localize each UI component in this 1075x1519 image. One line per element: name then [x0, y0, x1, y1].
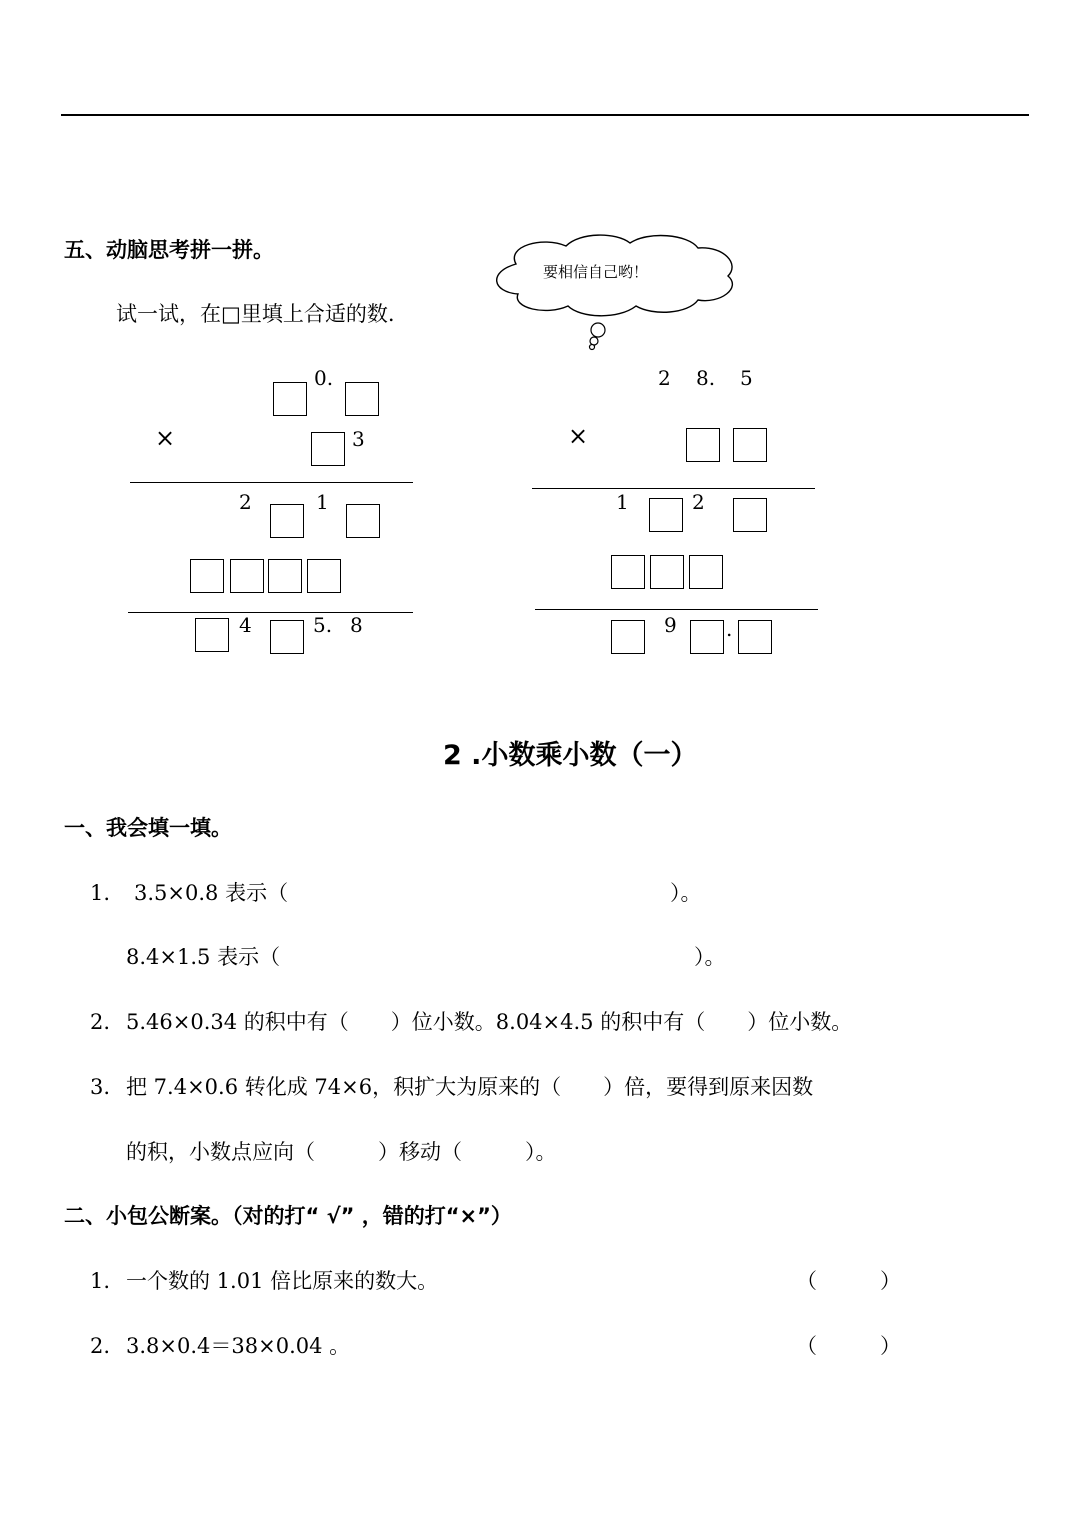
q2-number: 2.	[90, 1010, 111, 1034]
blank-box[interactable]	[345, 382, 379, 416]
thought-cloud-icon	[488, 228, 740, 352]
blank-box[interactable]	[190, 559, 224, 593]
q3-number: 3.	[90, 1075, 111, 1099]
blank-box[interactable]	[733, 428, 767, 462]
part2-heading: 二、小包公断案。（对的打“ √” ，错的打“×”）	[64, 1204, 512, 1228]
blank-box[interactable]	[649, 498, 683, 532]
puzzle-digit: 3	[352, 427, 365, 451]
blank-box[interactable]	[611, 620, 645, 654]
blank-box[interactable]	[230, 559, 264, 593]
item-text: 3.8×0.4＝38×0.04 。	[126, 1334, 351, 1358]
answer-bracket[interactable]: （ ）	[796, 1334, 901, 1358]
product-line	[130, 482, 413, 483]
blank-box[interactable]	[195, 618, 229, 652]
puzzle-digit: 8.	[696, 366, 716, 390]
q1-number: 1.	[90, 881, 111, 905]
blank-box[interactable]	[611, 555, 645, 589]
q1a-close: ）。	[670, 881, 702, 905]
blank-box[interactable]	[733, 498, 767, 532]
q3-text: 把 7.4×0.6 转化成 74×6，积扩大为原来的（ ）倍，要得到原来因数	[126, 1075, 814, 1099]
part1-heading: 一、我会填一填。	[64, 816, 232, 840]
puzzle-digit: 2	[239, 490, 252, 514]
times-sign: ×	[568, 422, 589, 450]
q2-text: 5.46×0.34 的积中有（ ）位小数。8.04×4.5 的积中有（ ）位小数。	[126, 1010, 853, 1034]
product-line	[532, 488, 815, 489]
blank-box[interactable]	[346, 504, 380, 538]
puzzle-digit: 0.	[314, 366, 334, 390]
puzzle-digit: 2	[692, 490, 705, 514]
blank-box[interactable]	[273, 382, 307, 416]
section5-instruction: 试一试，在□里填上合适的数.	[116, 302, 395, 326]
blank-box[interactable]	[738, 620, 772, 654]
puzzle-digit: 5.	[313, 613, 333, 637]
section5-heading: 五、动脑思考拼一拼。	[64, 238, 274, 262]
blank-box[interactable]	[686, 428, 720, 462]
blank-box[interactable]	[268, 559, 302, 593]
blank-box[interactable]	[270, 504, 304, 538]
blank-box[interactable]	[311, 432, 345, 466]
sum-line	[128, 612, 413, 613]
blank-box[interactable]	[270, 620, 304, 654]
answer-bracket[interactable]: （ ）	[796, 1269, 901, 1293]
puzzle-digit: 1	[616, 490, 629, 514]
item-text: 一个数的 1.01 倍比原来的数大。	[126, 1269, 439, 1293]
header-rule	[61, 114, 1029, 116]
blank-box[interactable]	[689, 555, 723, 589]
puzzle-digit: 4	[239, 613, 252, 637]
item-number: 2.	[90, 1334, 111, 1358]
puzzle-digit: 8	[350, 613, 363, 637]
blank-box[interactable]	[690, 620, 724, 654]
times-sign: ×	[155, 424, 176, 452]
puzzle-digit: 1	[316, 490, 329, 514]
q1b-close: ）。	[694, 945, 726, 969]
puzzle-digit: 2	[658, 366, 671, 390]
sum-line	[535, 609, 818, 610]
cloud-text: 要相信自己哟！	[543, 263, 649, 281]
q1a-text: 3.5×0.8 表示（	[134, 881, 289, 905]
item-number: 1.	[90, 1269, 111, 1293]
q1b-text: 8.4×1.5 表示（	[126, 945, 281, 969]
lesson-title: 2 .小数乘小数（一）	[443, 740, 698, 771]
puzzle-digit: 9	[664, 613, 677, 637]
puzzle-digit: 5	[740, 366, 753, 390]
blank-box[interactable]	[650, 555, 684, 589]
decimal-point: .	[726, 617, 733, 641]
blank-box[interactable]	[307, 559, 341, 593]
q3-text-cont: 的积，小数点应向（ ）移动（ ）。	[126, 1140, 557, 1164]
